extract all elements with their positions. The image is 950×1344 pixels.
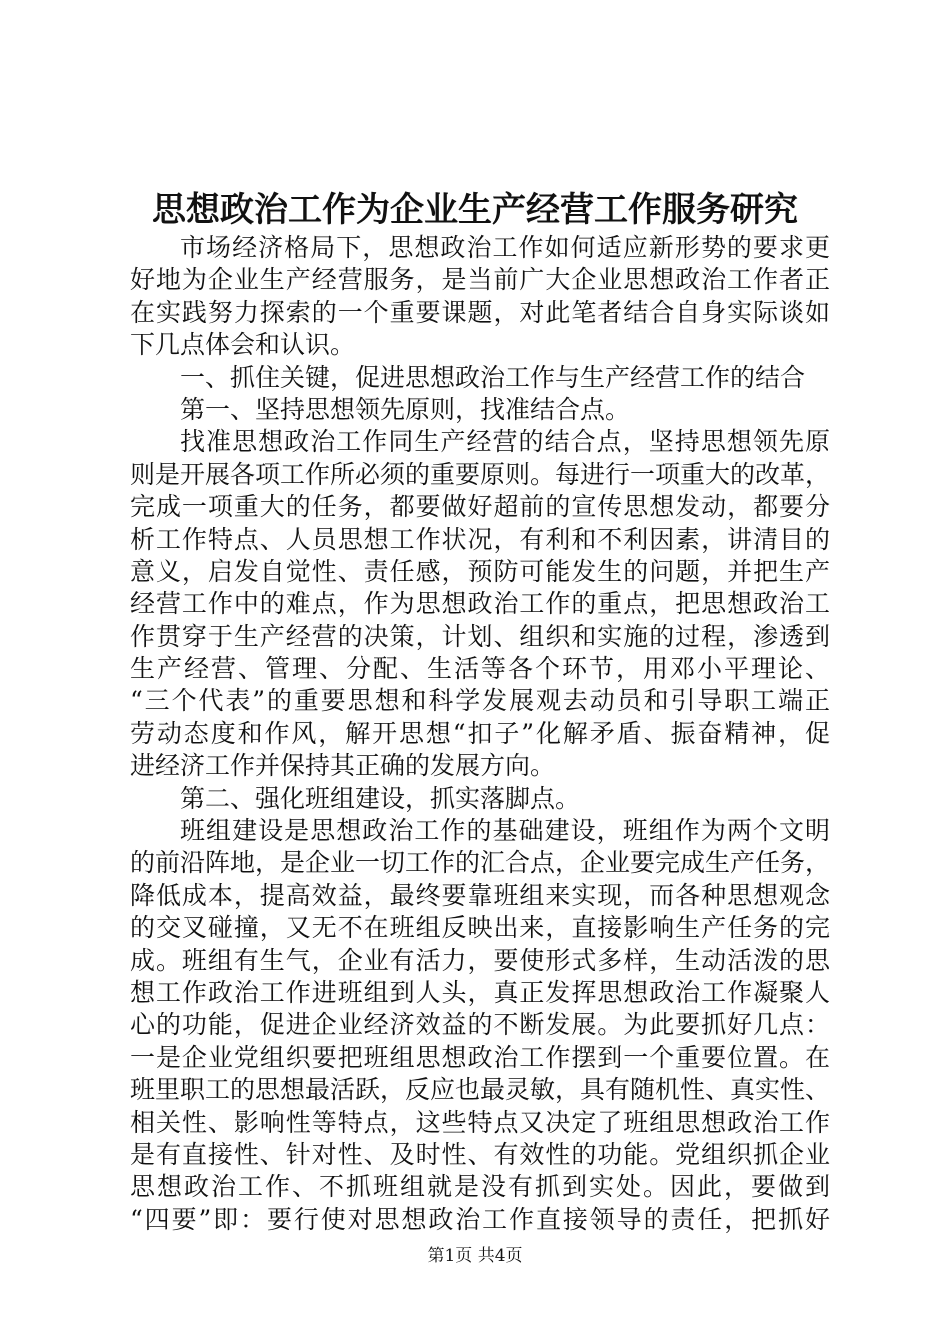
document-title: 思想政治工作为企业生产经营工作服务研究 [152,190,798,230]
document-body [130,232,830,1236]
paragraph-line: 一、抓住关键，促进思想政治工作与生产经营工作的结合 [180,362,806,392]
paragraph-line: 第二、强化班组建设，抓实落脚点。 [180,783,581,813]
paragraph-line: 生产经营、管理、分配、生活等各个环节，用邓小平理论、 [130,654,830,684]
paragraph-line: 的交叉碰撞，又无不在班组反映出来，直接影响生产任务的完 [130,913,830,943]
page-footer: 第1页 共4页 [427,1246,523,1266]
paragraph-line: 班组建设是思想政治工作的基础建设，班组作为两个文明 [180,816,830,846]
paragraph-line: 是有直接性、针对性、及时性、有效性的功能。党组织抓企业 [130,1139,830,1169]
paragraph-line: 相关性、影响性等特点，这些特点又决定了班组思想政治工作 [130,1107,830,1137]
paragraph-line: “三个代表”的重要思想和科学发展观去动员和引导职工端正 [130,686,830,716]
paragraph-line: 班里职工的思想最活跃，反应也最灵敏，具有随机性、真实性、 [130,1075,830,1105]
paragraph-line: 则是开展各项工作所必须的重要原则。每进行一项重大的改革， [130,459,830,489]
paragraph-line: 完成一项重大的任务，都要做好超前的宣传思想发动，都要分 [130,492,830,522]
paragraph-line: 思想政治工作、不抓班组就是没有抓到实处。因此，要做到 [130,1172,830,1202]
paragraph-line: 劳动态度和作风，解开思想“扣子”化解矛盾、振奋精神，促 [130,718,830,748]
paragraph-line: 进经济工作并保持其正确的发展方向。 [130,751,556,781]
paragraph-line: 降低成本，提高效益，最终要靠班组来实现，而各种思想观念 [130,880,830,910]
paragraph-line: 成。班组有生气，企业有活力，要使形式多样，生动活泼的思 [130,945,830,975]
paragraph-line: “四要”即：要行使对思想政治工作直接领导的责任，把抓好 [130,1204,830,1234]
paragraph-line: 意义，启发自觉性、责任感，预防可能发生的问题，并把生产 [130,556,830,586]
paragraph-line: 在实践努力探索的一个重要课题，对此笔者结合自身实际谈如 [130,297,830,327]
paragraph-line: 市场经济格局下，思想政治工作如何适应新形势的要求更 [180,233,830,262]
paragraph-line: 作贯穿于生产经营的决策，计划、组织和实施的过程，渗透到 [130,621,830,651]
paragraph-line: 下几点体会和认识。 [130,330,356,360]
paragraph-line: 的前沿阵地，是企业一切工作的汇合点，企业要完成生产任务， [130,848,830,878]
paragraph-line: 第一、坚持思想领先原则，找准结合点。 [180,394,631,424]
paragraph-line: 经营工作中的难点，作为思想政治工作的重点，把思想政治工 [130,589,830,619]
paragraph-line: 析工作特点、人员思想工作状况，有利和不利因素，讲清目的 [130,524,830,554]
paragraph-line: 心的功能，促进企业经济效益的不断发展。为此要抓好几点： [130,1010,830,1040]
paragraph-line: 找准思想政治工作同生产经营的结合点，坚持思想领先原 [180,427,830,457]
paragraph-line: 好地为企业生产经营服务，是当前广大企业思想政治工作者正 [130,265,830,295]
paragraph-line: 想工作政治工作进班组到人头，真正发挥思想政治工作凝聚人 [130,977,830,1007]
paragraph-line: 一是企业党组织要把班组思想政治工作摆到一个重要位置。在 [130,1042,830,1072]
